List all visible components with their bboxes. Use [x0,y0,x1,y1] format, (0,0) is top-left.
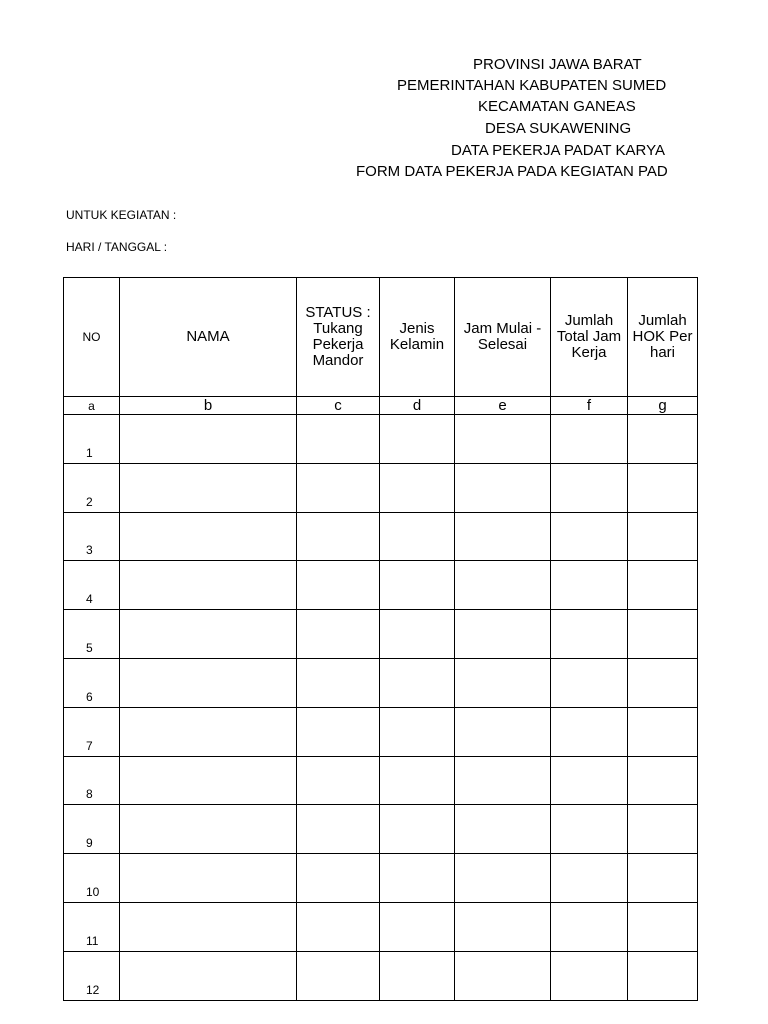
blank-cell [120,902,297,951]
blank-cell [628,902,698,951]
header-form-title: FORM DATA PEKERJA PADA KEGIATAN PAD [356,163,668,180]
col-header-status: STATUS : Tukang Pekerja Mandor [297,278,380,397]
blank-cell [551,902,628,951]
blank-cell [297,854,380,903]
blank-cell [120,805,297,854]
blank-cell [455,951,551,1000]
blank-cell [455,854,551,903]
blank-cell [455,902,551,951]
row-number: 5 [64,610,120,659]
blank-cell [380,902,455,951]
blank-cell [455,707,551,756]
blank-cell [628,561,698,610]
blank-cell [628,658,698,707]
blank-cell [628,854,698,903]
blank-cell [628,707,698,756]
blank-cell [628,512,698,561]
blank-cell [551,707,628,756]
blank-cell [297,951,380,1000]
col-letter: a [64,397,120,415]
table-row [64,512,698,561]
blank-cell [297,756,380,805]
col-header-jumlah-hok: Jumlah HOK Per hari [628,278,698,397]
header-row [64,278,698,397]
row-number: 7 [64,707,120,756]
blank-cell [297,463,380,512]
header-kecamatan: KECAMATAN GANEAS [478,98,636,115]
table-row [64,805,698,854]
blank-cell [455,658,551,707]
blank-cell [120,951,297,1000]
blank-cell [380,707,455,756]
col-letter: g [628,397,698,415]
blank-cell [120,707,297,756]
blank-cell [120,415,297,464]
blank-cell [380,610,455,659]
row-number: 11 [64,902,120,951]
blank-cell [628,610,698,659]
blank-cell [297,658,380,707]
blank-cell [455,512,551,561]
blank-cell [455,805,551,854]
blank-cell [551,756,628,805]
blank-cell [297,805,380,854]
blank-cell [297,561,380,610]
kegiatan-label: UNTUK KEGIATAN : [66,208,177,222]
col-header-jam-mulai: Jam Mulai - Selesai [455,278,551,397]
row-number: 9 [64,805,120,854]
table-row [64,902,698,951]
blank-cell [455,756,551,805]
col-letter: c [297,397,380,415]
table-row [64,707,698,756]
blank-cell [455,610,551,659]
blank-cell [628,951,698,1000]
blank-cell [297,902,380,951]
table-row [64,463,698,512]
blank-cell [297,512,380,561]
blank-cell [628,805,698,854]
blank-cell [380,415,455,464]
col-header-jumlah-jam: Jumlah Total Jam Kerja [551,278,628,397]
blank-cell [551,463,628,512]
letter-row [64,397,698,415]
blank-cell [380,805,455,854]
row-number: 4 [64,561,120,610]
blank-cell [551,415,628,464]
blank-cell [551,854,628,903]
header-desa: DESA SUKAWENING [485,120,632,137]
blank-cell [380,951,455,1000]
blank-cell [120,854,297,903]
blank-cell [380,463,455,512]
col-header-no: NO [64,278,120,397]
table-row [64,951,698,1000]
blank-cell [120,610,297,659]
blank-cell [120,658,297,707]
col-letter: f [551,397,628,415]
header-pemerintahan: PEMERINTAHAN KABUPATEN SUMED [397,77,667,94]
col-header-jenis-kelamin: Jenis Kelamin [380,278,455,397]
row-number: 8 [64,756,120,805]
blank-cell [120,561,297,610]
blank-cell [551,610,628,659]
blank-cell [380,561,455,610]
table-row [64,756,698,805]
blank-cell [628,415,698,464]
col-letter: e [455,397,551,415]
worker-data-table [63,277,698,1001]
blank-cell [380,756,455,805]
table-row [64,415,698,464]
blank-cell [297,707,380,756]
table-row [64,610,698,659]
blank-cell [380,658,455,707]
blank-cell [297,415,380,464]
col-letter: b [120,397,297,415]
blank-cell [455,561,551,610]
blank-cell [551,658,628,707]
row-number: 1 [64,415,120,464]
tanggal-label: HARI / TANGGAL : [66,240,168,254]
row-number: 12 [64,951,120,1000]
header-provinsi: PROVINSI JAWA BARAT [473,56,642,73]
blank-cell [380,512,455,561]
blank-cell [551,561,628,610]
blank-cell [120,463,297,512]
row-number: 3 [64,512,120,561]
blank-cell [628,463,698,512]
header-data-pekerja: DATA PEKERJA PADAT KARYA [451,142,665,159]
blank-cell [455,415,551,464]
col-header-nama: NAMA [120,278,297,397]
blank-cell [551,512,628,561]
blank-cell [551,951,628,1000]
blank-cell [551,805,628,854]
table-row [64,854,698,903]
row-number: 10 [64,854,120,903]
blank-cell [380,854,455,903]
blank-cell [297,610,380,659]
col-letter: d [380,397,455,415]
blank-cell [120,756,297,805]
row-number: 6 [64,658,120,707]
table-row [64,658,698,707]
blank-cell [628,756,698,805]
row-number: 2 [64,463,120,512]
table-row [64,561,698,610]
blank-cell [120,512,297,561]
blank-cell [455,463,551,512]
table-body [64,415,698,1001]
